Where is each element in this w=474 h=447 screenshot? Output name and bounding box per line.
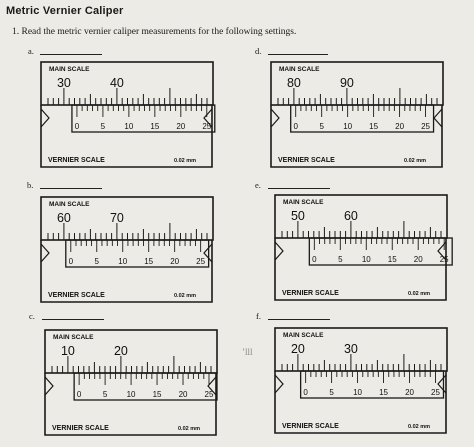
answer-line-c [42,319,104,320]
vernier-scale-frame [301,371,444,398]
vernier-scale-frame [66,240,209,267]
item-letter-f: f. [256,311,261,321]
vernier-scale-number: 25 [196,257,206,266]
main-scale-number: 90 [339,76,354,90]
vernier-scale-number: 25 [439,255,449,264]
vernier-scale-number: 25 [202,122,212,131]
question-text: 1. Read the metric vernier caliper measurements for the following settings. [12,27,297,37]
caliper-f [274,327,454,435]
vernier-scale-number: 10 [126,390,136,399]
vernier-scale-number: 5 [338,255,343,264]
vernier-scale-number: 10 [118,257,128,266]
main-scale-number: 30 [56,76,71,90]
answer-line-d [268,54,328,55]
resolution-label: 0.02 mm [403,158,426,164]
resolution-label: 0.02 mm [173,293,196,299]
caliper-c [44,329,224,437]
vernier-scale-frame [72,105,215,132]
vernier-scale-number: 20 [170,257,180,266]
vernier-scale-number: 25 [431,388,440,397]
vernier-scale-number: 0 [68,257,74,266]
vernier-scale-number: 0 [293,122,298,131]
vernier-scale-number: 0 [303,388,308,397]
main-scale-number: 20 [290,342,305,356]
vernier-scale-frame [291,105,434,132]
vernier-scale-number: 15 [150,122,160,131]
vernier-scale-label: VERNIER SCALE [52,425,109,432]
main-scale-label: MAIN SCALE [49,201,90,208]
main-scale-number: 60 [56,211,71,225]
main-scale-label: MAIN SCALE [283,332,324,339]
vernier-scale-number: 20 [178,390,188,399]
answer-line-a [40,54,102,55]
caliper-drawing [44,329,224,437]
answer-line-e [268,188,330,189]
slider-notch-left [41,244,49,262]
main-scale-label: MAIN SCALE [49,66,90,73]
slider-notch-left [41,109,49,127]
vernier-scale-label: VERNIER SCALE [48,292,105,299]
worksheet-title: Metric Vernier Caliper [6,5,124,17]
main-scale-label: MAIN SCALE [279,66,320,73]
main-scale-number: 40 [109,76,124,90]
slider-notch-left [271,109,279,127]
vernier-scale-number: 10 [353,388,363,397]
caliper-drawing [274,194,454,302]
vernier-scale-number: 20 [405,388,414,397]
resolution-label: 0.02 mm [407,291,430,297]
item-letter-a: a. [28,46,34,56]
vernier-scale-number: 15 [369,122,379,131]
vernier-scale-number: 10 [343,122,353,131]
vernier-scale-number: 15 [387,255,397,264]
slider-notch-right [434,109,442,127]
vernier-scale-number: 10 [124,122,134,131]
faint-pencil-mark: ʼlll [242,347,253,357]
vernier-scale-number: 5 [319,122,324,131]
vernier-scale-number: 20 [395,122,405,131]
caliper-a [40,61,220,169]
vernier-scale-frame [74,373,217,400]
item-letter-e: e. [255,180,261,190]
caliper-d [270,61,450,169]
caliper-drawing [40,61,220,169]
vernier-scale-label: VERNIER SCALE [282,290,339,297]
main-scale-label: MAIN SCALE [283,199,324,206]
caliper-drawing [274,327,454,435]
caliper-b [40,196,220,304]
caliper-drawing [270,61,450,169]
vernier-scale-label: VERNIER SCALE [282,423,339,430]
slider-notch-left [275,242,283,260]
vernier-scale-number: 10 [361,255,371,264]
item-letter-b: b. [27,180,34,190]
vernier-scale-number: 5 [329,388,334,397]
vernier-scale-number: 15 [152,390,162,399]
vernier-scale-label: VERNIER SCALE [48,157,105,164]
vernier-scale-number: 5 [100,122,106,131]
vernier-scale-label: VERNIER SCALE [278,157,335,164]
main-scale-number: 60 [343,209,358,223]
caliper-drawing [40,196,220,304]
slider-notch-left [45,377,53,395]
main-scale-label: MAIN SCALE [53,334,94,341]
item-letter-d: d. [255,46,262,56]
main-scale-number: 30 [343,342,358,356]
answer-line-b [40,188,102,189]
vernier-scale-number: 0 [74,122,80,131]
vernier-scale-frame [309,238,452,265]
vernier-scale-number: 15 [379,388,389,397]
vernier-scale-number: 20 [176,122,186,131]
answer-line-f [268,319,330,320]
vernier-scale-number: 20 [413,255,423,264]
vernier-scale-number: 5 [102,390,108,399]
vernier-scale-number: 0 [312,255,317,264]
caliper-e [274,194,454,302]
resolution-label: 0.02 mm [177,426,200,432]
main-scale-number: 10 [60,344,75,358]
main-scale-number: 70 [109,211,124,225]
slider-notch-left [275,375,283,393]
item-letter-c: c. [29,311,35,321]
vernier-scale-number: 25 [204,390,214,399]
main-scale-number: 20 [113,344,128,358]
vernier-scale-number: 0 [76,390,82,399]
main-scale-number: 80 [286,76,301,90]
vernier-scale-number: 15 [144,257,154,266]
resolution-label: 0.02 mm [173,158,196,164]
main-scale-number: 50 [290,209,305,223]
vernier-scale-number: 25 [421,122,431,131]
resolution-label: 0.02 mm [407,424,430,430]
vernier-scale-number: 5 [94,257,99,266]
